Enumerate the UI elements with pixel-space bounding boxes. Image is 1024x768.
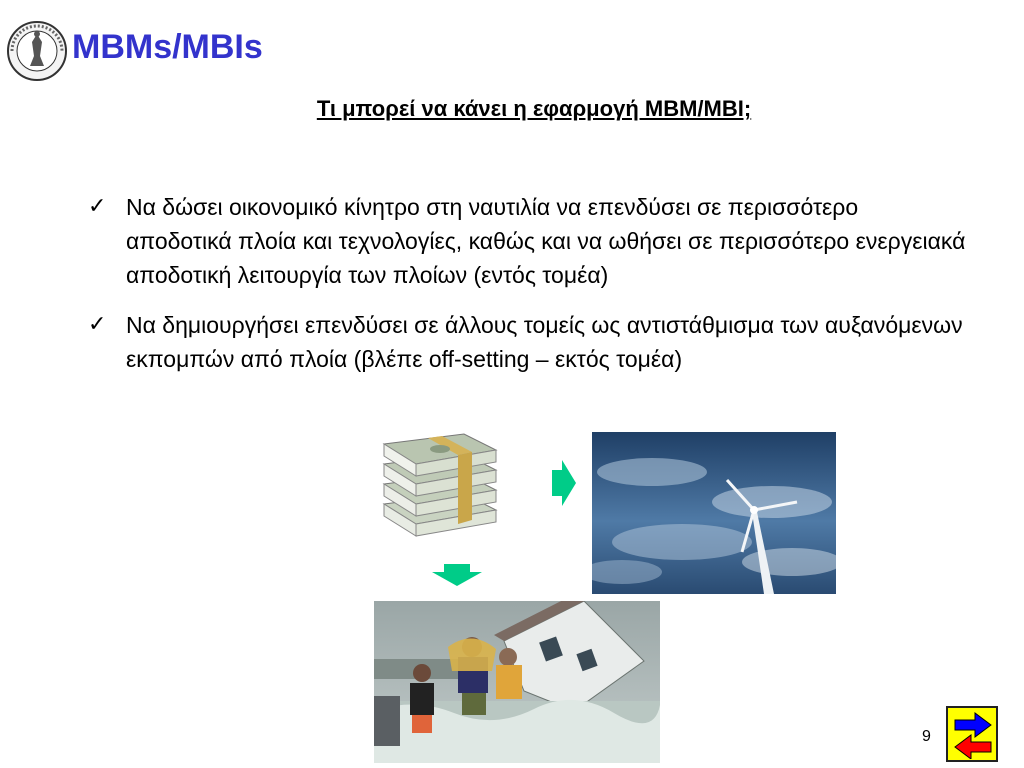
arrow-down-icon: [430, 562, 484, 588]
hurricane-flood-image: [374, 601, 660, 763]
university-seal-icon: [6, 20, 68, 82]
slide-title: MBMs/MBIs: [72, 28, 263, 66]
page-number: 9: [922, 728, 931, 745]
bullet-text: Να δημιουργήσει επενδύσει σε άλλους τομείς ως αντιστάθμισμα των αυξανόμενων εκπομπών από πλοία (βλέπε off-setting – εκτός τομέα): [126, 312, 963, 372]
slide-subtitle: Τι μπορεί να κάνει η εφαρμογή MBM/MBI;: [316, 96, 752, 121]
arrow-right-icon: [548, 458, 578, 508]
bullet-item: [88, 190, 968, 292]
bullet-item: [88, 308, 968, 376]
money-stack-image: [380, 432, 500, 544]
wind-turbine-image: [592, 432, 836, 594]
checkmark-icon: ✓: [88, 312, 107, 337]
navigation-arrows-icon[interactable]: [946, 706, 998, 762]
bullet-text: Να δώσει οικονομικό κίνητρο στη ναυτιλία να επενδύσει σε περισσότερο αποδοτικά πλοία και τεχνολογίες, καθώς και να ωθήσει σε περισσότερο ενεργειακά αποδοτική λειτουργία των πλοίων (εντός τομέα): [126, 194, 966, 288]
bullet-list: [88, 190, 968, 392]
checkmark-icon: ✓: [88, 194, 107, 219]
